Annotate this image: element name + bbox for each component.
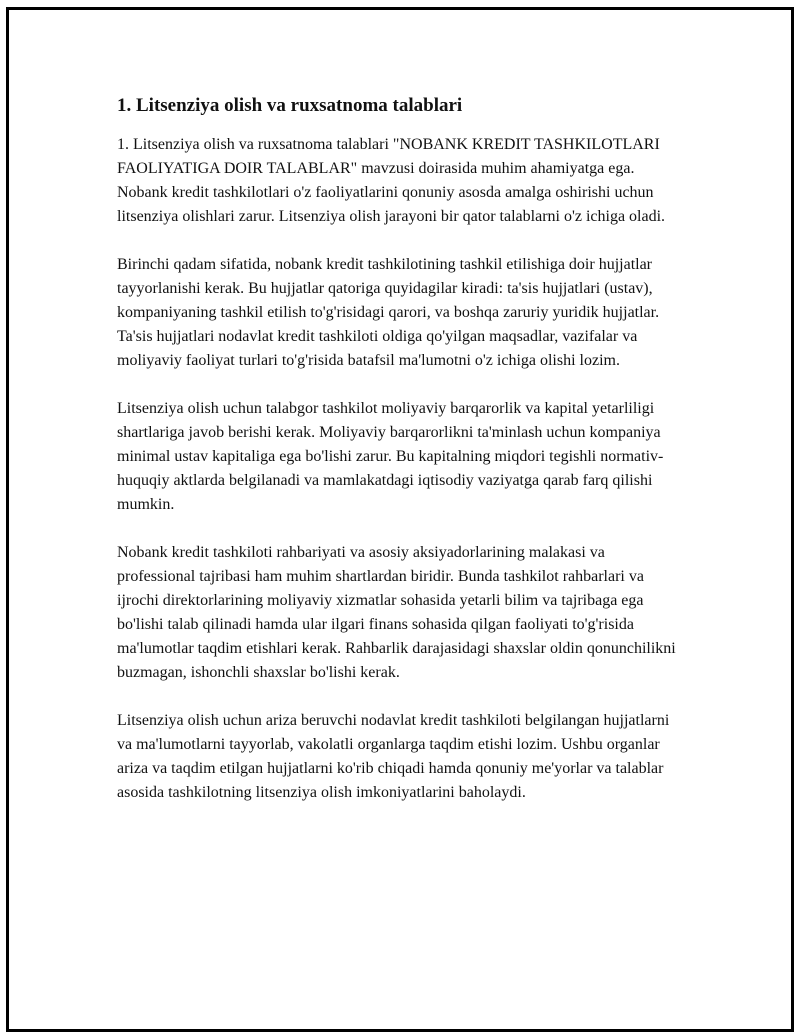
paragraph-4: Nobank kredit tashkiloti rahbariyati va asosiy aksiyadorlarining malakasi va professional tajribasi ham muhim shartlardan biridir. Bunda tashkilot rahbarlari va ijrochi direktorlarining moliyaviy xizmatlar sohasida yetarli bilim va tajribaga ega bo'lishi talab qilinadi hamda ular ilgari finans sohasida qilgan faoliyati to'g'risida ma'lumotlar taqdim etishlari kerak. Rahbarlik darajasidagi shaxslar oldin qonunchilikni buzmagan, ishonchli shaxslar bo'lishi kerak.: [117, 544, 676, 681]
section-heading: 1. Litsenziya olish va ruxsatnoma talablari: [117, 95, 463, 116]
paragraph-5: Litsenziya olish uchun ariza beruvchi nodavlat kredit tashkiloti belgilangan hujjatlarni va ma'lumotlarni tayyorlab, vakolatli organlarga taqdim etishi lozim. Ushbu organlar ariza va taqdim etilgan hujjatlarni ko'rib chiqadi hamda qonuniy me'yorlar va talablar asosida tashkilotning litsenziya olish imkoniyatlarini baholaydi.: [117, 712, 670, 801]
document-body: [117, 93, 687, 829]
paragraph-3: Litsenziya olish uchun talabgor tashkilot moliyaviy barqarorlik va kapital yetarliligi shartlariga javob berishi kerak. Moliyaviy barqarorlikni ta'minlash uchun kompaniya minimal ustav kapitaliga ega bo'lishi zarur. Bu kapitalning miqdori tegishli normativ-huquqiy aktlarda belgilanadi va mamlakatdagi iqtisodiy vaziyatga qarab farq qilishi mumkin.: [117, 400, 664, 513]
paragraph-1: 1. Litsenziya olish va ruxsatnoma talablari "NOBANK KREDIT TASHKILOTLARI FAOLIYATIGA DOIR TALABLAR" mavzusi doirasida muhim ahamiyatga ega. Nobank kredit tashkilotlari o'z faoliyatlarini qonuniy asosda amalga oshirishi uchun litsenziya olishlari zarur. Litsenziya olish jarayoni bir qator talablarni o'z ichiga oladi.: [117, 136, 666, 225]
paragraph-2: Birinchi qadam sifatida, nobank kredit tashkilotining tashkil etilishiga doir hujjatlar tayyorlanishi kerak. Bu hujjatlar qatoriga quyidagilar kiradi: ta'sis hujjatlari (ustav), kompaniyaning tashkil etilish to'g'risidagi qarori, va boshqa zaruriy yuridik hujjatlar. Ta'sis hujjatlari nodavlat kredit tashkiloti oldiga qo'yilgan maqsadlar, vazifalar va moliyaviy faoliyat turlari to'g'risida batafsil ma'lumotni o'z ichiga olishi lozim.: [117, 256, 660, 369]
